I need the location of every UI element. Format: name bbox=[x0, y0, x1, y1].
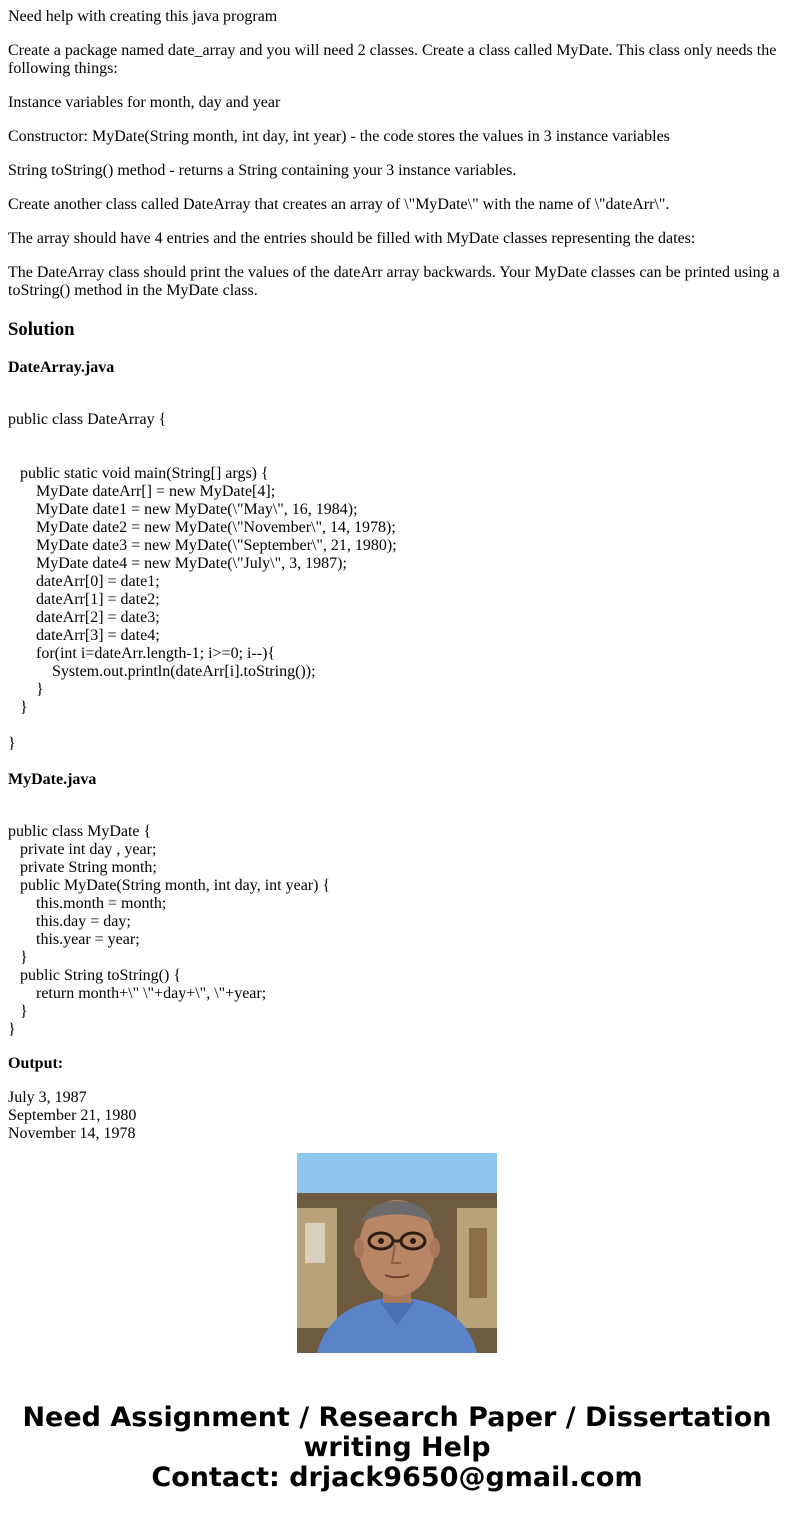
banner-contact-line: Contact: drjack9650@gmail.com bbox=[151, 1462, 643, 1493]
output-label: Output: bbox=[8, 1055, 64, 1072]
question-paragraph: The array should have 4 entries and the entries should be filled with MyDate classes representing the dates: bbox=[8, 230, 696, 247]
document-content bbox=[8, 0, 786, 1142]
file-name-datearray: DateArray.java bbox=[8, 359, 115, 376]
code-block-datearray: public class DateArray { public static void main(String[] args) { MyDate dateArr[] = new MyDate[4]; MyDate date1 = new MyDate(\"May\", 16, 1984); MyDate date2 = new MyDate(\"November\", 14, 1978); MyDate date3 = new MyDate(\"September\", 21, 1980); MyDate date4 = new MyDate(\"July\", 3, 1987); dateArr[0] = date1; dateArr[1] = date2; dateArr[2] = date3; dateArr[3] = date4; for(int i=dateArr.length-1; i>=0; i--){ System.out.println(dateArr[i].toString()); } } } bbox=[8, 411, 397, 752]
output-line: September 21, 1980 bbox=[8, 1107, 137, 1124]
output-line: July 3, 1987 bbox=[8, 1089, 87, 1106]
question-paragraph: Constructor: MyDate(String month, int day, int year) - the code stores the values in 3 instance variables bbox=[8, 128, 670, 145]
question-title: Need help with creating this java program bbox=[8, 8, 278, 25]
output-line: November 14, 1978 bbox=[8, 1125, 136, 1142]
file-name-mydate: MyDate.java bbox=[8, 771, 97, 788]
banner-line: writing Help bbox=[303, 1432, 491, 1463]
question-paragraph: Create a package named date_array and you will need 2 classes. Create a class called MyDate. This class only needs the following things: bbox=[8, 42, 777, 77]
question-paragraph: Create another class called DateArray that creates an array of \"MyDate\" with the name of \"dateArr\". bbox=[8, 196, 670, 213]
contact-banner bbox=[0, 1403, 794, 1493]
banner-line: Need Assignment / Research Paper / Dissertation bbox=[22, 1402, 772, 1433]
question-paragraph: Instance variables for month, day and year bbox=[8, 94, 281, 111]
code-block-mydate: public class MyDate { private int day , year; private String month; public MyDate(String month, int day, int year) { this.month = month; this.day = day; this.year = year; } public String toString() { return month+\" \"+day+\", \"+year; } } bbox=[8, 823, 331, 1038]
solution-heading: Solution bbox=[8, 319, 75, 340]
question-paragraph: The DateArray class should print the values of the dateArr array backwards. Your MyDate classes can be printed using a toString() method in the MyDate class. bbox=[8, 264, 780, 299]
avatar-photo bbox=[297, 1153, 497, 1353]
question-paragraph: String toString() method - returns a String containing your 3 instance variables. bbox=[8, 162, 517, 179]
output-list bbox=[8, 1089, 786, 1143]
